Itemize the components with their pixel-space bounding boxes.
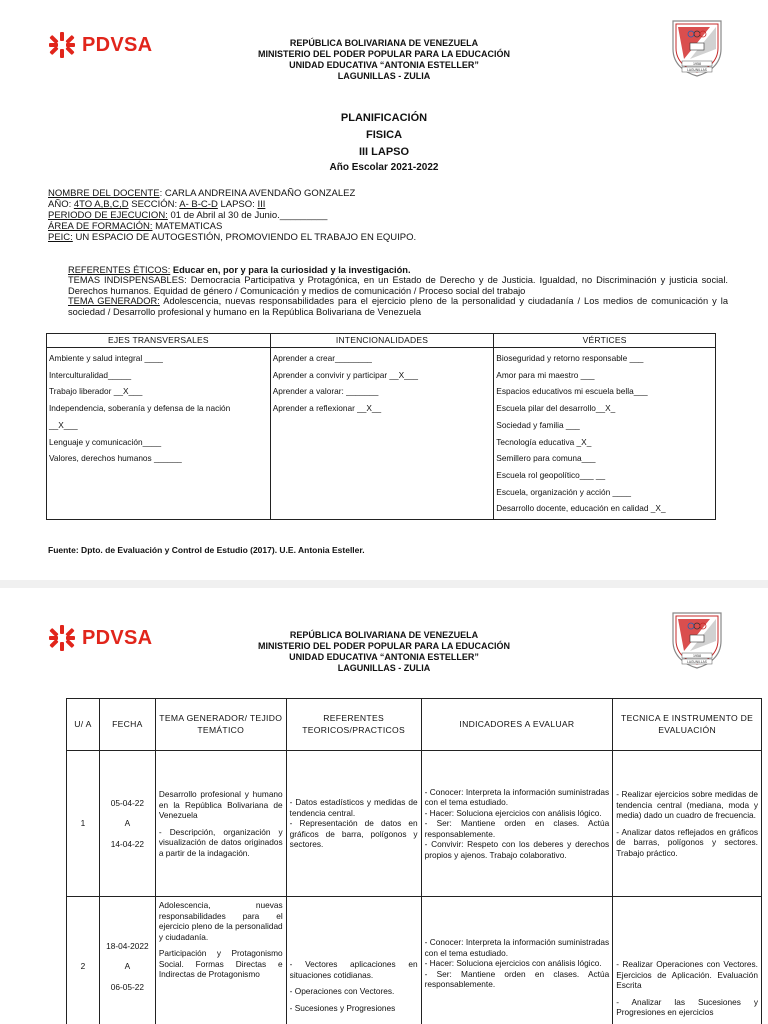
intencionalidad-item: Aprender a convivir y participar __X___ xyxy=(272,369,419,380)
seal-year: 1958 xyxy=(693,62,701,66)
row-tema: Desarrollo profesional y humano en la República Bolivariana de Venezuela - Descripción, organización y visualización de datos originados a partir de la indagación. xyxy=(155,751,286,897)
vertice-item: Amor para mi maestro ___ xyxy=(496,369,595,380)
vertices-cell xyxy=(494,348,716,520)
eje-item: Ambiente y salud integral ____ xyxy=(49,353,163,363)
planning-table-header xyxy=(67,699,762,751)
header-tecnica: TECNICA E INSTRUMENTO DE EVALUACIÓN xyxy=(613,699,762,751)
vertice-item: Escuela pilar del desarrollo__X_ xyxy=(496,403,616,414)
header-line-4: LAGUNILLAS - ZULIA xyxy=(337,663,431,673)
page-separator xyxy=(0,580,768,588)
vertice-item: Escuela, organización y acción ____ xyxy=(496,486,631,497)
seal-year: 1958 xyxy=(693,654,701,658)
row-referentes: - Vectores aplicaciones en situaciones cotidianas. - Operaciones con Vectores. - Sucesiones y Progresiones xyxy=(286,897,421,1024)
header-line-4: LAGUNILLAS - ZULIA xyxy=(337,71,431,81)
eje-item: Independencia, soberanía y defensa de la nación xyxy=(49,403,231,414)
info-docente: NOMBRE DEL DOCENTE: CARLA ANDREINA AVENDAÑO GONZALEZ xyxy=(48,188,356,199)
table-row xyxy=(67,751,762,897)
eje-item: Interculturalidad_____ xyxy=(49,369,132,380)
fuente-note: Fuente: Dpto. de Evaluación y Control de Estudio (2017). U.E. Antonia Esteller. xyxy=(48,545,365,555)
temas-indispensables: TEMAS INDISPENSABLES: Democracia Participativa y Protagónica, en un Estado de Derecho y de Justicia. Igualdad, no Discriminación y justicia social. Derechos humanos. Equidad de género / Comunicación y medios de comunicación / Proceso social del trabajo xyxy=(68,275,728,296)
referentes-block xyxy=(48,265,728,317)
header-line-1: REPÚBLICA BOLIVARIANA DE VENEZUELA xyxy=(289,38,479,48)
vertice-item: Escuela rol geopolítico___ __ xyxy=(496,469,606,480)
seal-caption: LAGUNILLAS xyxy=(687,660,707,664)
row-ua: 1 xyxy=(67,751,100,897)
teacher-info xyxy=(48,188,728,243)
header-line-3: UNIDAD EDUCATIVA “ANTONIA ESTELLER” xyxy=(289,652,479,662)
vertice-item: Semillero para comuna___ xyxy=(496,453,596,464)
ejes-table-header xyxy=(47,334,716,348)
row-indicadores: - Conocer: Interpreta la información suministradas con el tema estudiado. - Hacer: Soluciona ejercicios con análisis lógico. - Ser: Mantiene orden en clases. Actúa responsablemente. xyxy=(421,897,613,1024)
eje-item: __X___ xyxy=(49,419,78,430)
row-tecnica: - Realizar Operaciones con Vectores. Ejercicios de Aplicación. Evaluación Escrita - Analizar las Sucesiones y Progresiones en ejercicios xyxy=(613,897,762,1024)
title-subject: FISICA xyxy=(365,129,403,141)
intencionalidad-item: Aprender a reflexionar __X__ xyxy=(272,403,382,414)
row-referentes: - Datos estadísticos y medidas de tendencia central. - Representación de datos en gráficos de barra, polígonos y sectores. xyxy=(286,751,421,897)
info-peic: PEIC: UN ESPACIO DE AUTOGESTIÓN, PROMOVIENDO EL TRABAJO EN EQUIPO. xyxy=(48,232,417,243)
header-fecha: FECHA xyxy=(99,699,155,751)
row-indicadores: - Conocer: Interpreta la información suministradas con el tema estudiado. - Hacer: Soluciona ejercicios con análisis lógico. - Ser: Mantiene orden en clases. Actúa responsablemente. - Convivir: Respeto con los deberes y derechos propios y ajenos. Trabajo colaborativo. xyxy=(421,751,613,897)
ejes-table xyxy=(46,333,716,520)
header-ua: U/ A xyxy=(67,699,100,751)
pdvsa-logo-text: PDVSA xyxy=(82,626,153,649)
intencionalidades-cell xyxy=(270,348,494,520)
eje-item: Valores, derechos humanos ______ xyxy=(49,453,182,464)
ejes-cell xyxy=(47,348,271,520)
row-fecha: 18-04-2022 A 06-05-22 xyxy=(99,897,155,1024)
header-indicadores: INDICADORES A EVALUAR xyxy=(421,699,613,751)
document-titles xyxy=(0,110,768,175)
vertice-item: Sociedad y familia ___ xyxy=(496,419,580,430)
ejes-table-body xyxy=(47,348,716,520)
eje-item: Lenguaje y comunicación____ xyxy=(49,436,162,447)
header-line-2: MINISTERIO DEL PODER POPULAR PARA LA EDUCACIÓN xyxy=(257,641,510,651)
intencionalidad-item: Aprender a crear________ xyxy=(272,353,372,363)
info-periodo: PERIODO DE EJECUCION: 01 de Abril al 30 de Junio._________ xyxy=(48,210,328,221)
vertice-item: Tecnología educativa _X_ xyxy=(496,436,592,447)
eje-item: Trabajo liberador __X___ xyxy=(49,386,143,397)
header-line-2: MINISTERIO DEL PODER POPULAR PARA LA EDUCACIÓN xyxy=(257,49,510,59)
row-fecha: 05-04-22 A 14-04-22 xyxy=(99,751,155,897)
header-intencionalidades: INTENCIONALIDADES xyxy=(270,334,494,348)
header-referentes: REFERENTES TEORICOS/PRACTICOS xyxy=(286,699,421,751)
row-ua: 2 xyxy=(67,897,100,1024)
institution-header xyxy=(0,38,768,82)
seal-caption: LAGUNILLAS xyxy=(687,68,707,72)
vertice-item: Desarrollo docente, educación en calidad _X_ xyxy=(496,503,666,514)
title-lapso: III LAPSO xyxy=(358,146,410,158)
table-row xyxy=(67,897,762,1024)
title-planificacion: PLANIFICACIÓN xyxy=(340,112,428,124)
vertice-item: Espacios educativos mi escuela bella___ xyxy=(496,386,648,397)
header-line-3: UNIDAD EDUCATIVA “ANTONIA ESTELLER” xyxy=(289,60,479,70)
institution-header xyxy=(0,630,768,674)
intencionalidad-item: Aprender a valorar: _______ xyxy=(272,386,379,397)
vertice-item: Bioseguridad y retorno responsable ___ xyxy=(496,353,644,363)
info-anio: AÑO: 4TO A,B,C,D SECCIÓN: A- B-C-D LAPSO: III xyxy=(48,199,266,210)
pdvsa-logo-text: PDVSA xyxy=(82,33,153,56)
header-ejes: EJES TRANSVERSALES xyxy=(47,334,271,348)
header-tema: TEMA GENERADOR/ TEJIDO TEMÁTICO xyxy=(155,699,286,751)
planning-table xyxy=(66,698,762,1024)
title-school-year: Año Escolar 2021-2022 xyxy=(329,162,439,173)
info-area: ÁREA DE FORMACIÓN: MATEMATICAS xyxy=(48,221,223,232)
row-tecnica: - Realizar ejercicios sobre medidas de tendencia central (mediana, moda y media) dado un cuadro de frecuencia. - Analizar datos reflejados en gráficos de barras, polígonos y sectores. Trabajo práctico. xyxy=(613,751,762,897)
referentes-eticos: REFERENTES ÉTICOS: Educar en, por y para la curiosidad y la investigación. xyxy=(68,265,411,275)
header-vertices: VÉRTICES xyxy=(494,334,716,348)
tema-generador: TEMA GENERADOR: Adolescencia, nuevas responsabilidades para el ejercicio pleno de la personalidad y ciudadanía / Los medios de comunicación y la sociedad / Desarrollo profesional y humano en la República Bolivariana de Venezuela xyxy=(68,296,728,317)
document-page-2 xyxy=(0,588,768,1024)
row-tema: Adolescencia, nuevas responsabilidades para el ejercicio pleno de la personalidad y ciudadanía. Participación y Protagonismo Social. Formas Directas e Indirectas de Protagonismo xyxy=(155,897,286,1024)
header-line-1: REPÚBLICA BOLIVARIANA DE VENEZUELA xyxy=(289,630,479,640)
